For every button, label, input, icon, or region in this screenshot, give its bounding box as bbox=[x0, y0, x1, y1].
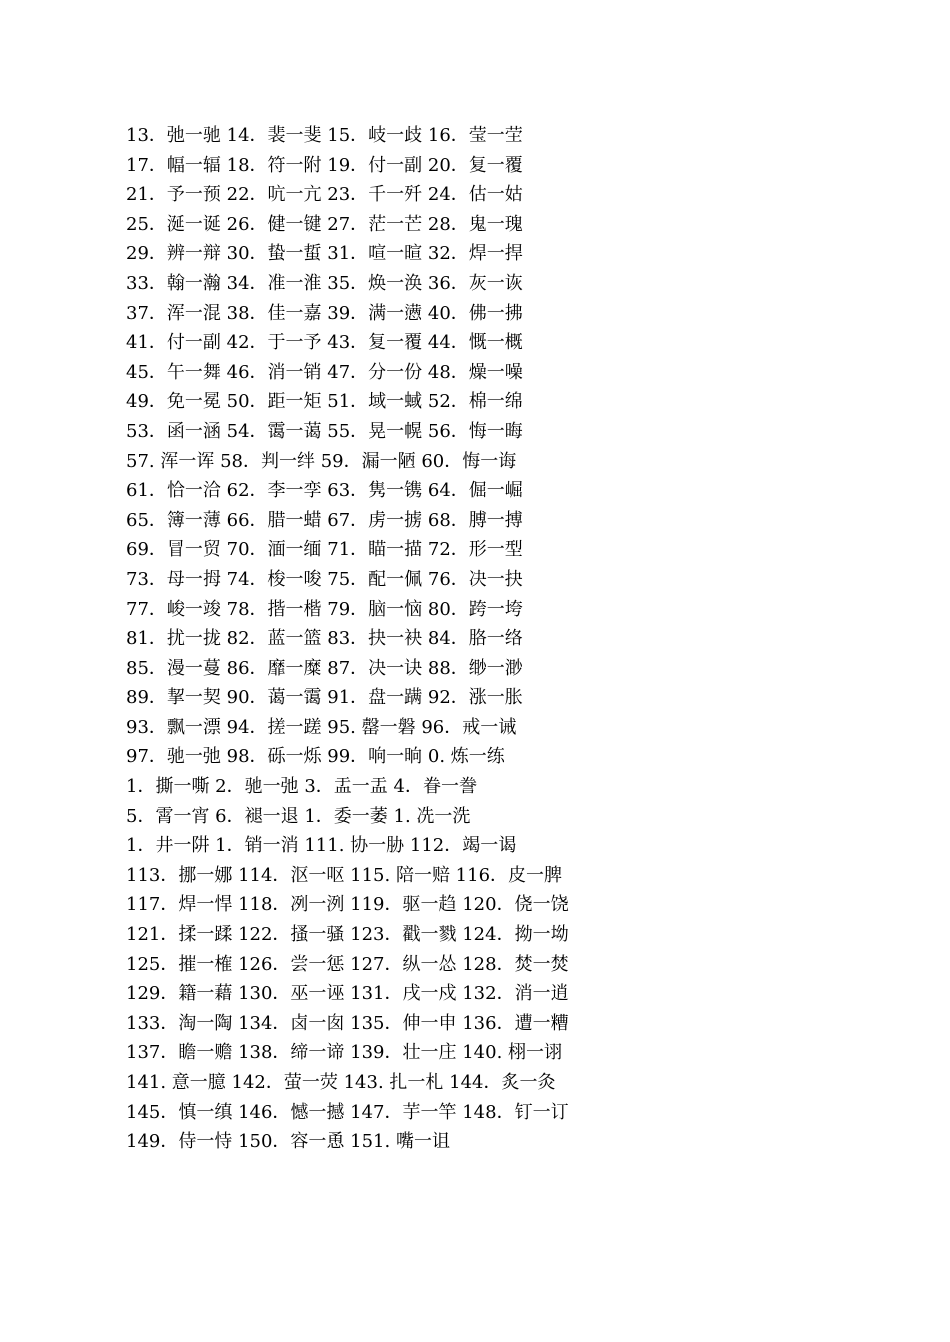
text-line: 53．函一涵 54．霭一蔼 55．晃一幌 56．悔一晦 bbox=[126, 420, 523, 442]
text-line: 25．涎一诞 26．健一键 27．茫一芒 28．鬼一瑰 bbox=[126, 213, 523, 235]
text-line: 141. 意一臆 142．萤一荧 143. 扎一札 144．炙一灸 bbox=[126, 1072, 556, 1093]
text-line: 129．籍一藉 130．巫一诬 131．戌一戍 132．消一逍 bbox=[126, 983, 569, 1005]
text-line: 45．午一舞 46．消一销 47．分一份 48．燥一噪 bbox=[126, 361, 523, 383]
text-line: 65．簿一薄 66．腊一蜡 67．虏一掳 68．膊一搏 bbox=[126, 509, 523, 531]
text-line: 149．侍一恃 150．容一恿 151. 嘴一诅 bbox=[126, 1131, 450, 1153]
text-line: 121．揉一蹂 122．搔一骚 123．戳一戮 124．拗一坳 bbox=[126, 924, 569, 946]
text-line: 145．慎一缜 146．憾一撼 147．芋一竿 148．钉一订 bbox=[126, 1101, 569, 1123]
text-line: 93．飘一漂 94．搓一蹉 95. 罄一磐 96．戒一诫 bbox=[126, 716, 517, 738]
text-line: 69．冒一贸 70．湎一缅 71．瞄一描 72．形一型 bbox=[126, 539, 523, 561]
text-line: 137．瞻一赡 138．缔一谛 139．壮一庄 140. 栩一诩 bbox=[126, 1042, 563, 1064]
text-line: 29．辨一辩 30．蛰一蜇 31．喧一暄 32．焊一捍 bbox=[126, 243, 523, 265]
text-line: 97．驰一弛 98．砾一烁 99．响一晌 0. 炼一练 bbox=[126, 746, 505, 768]
text-line: 113．挪一娜 114．沤一呕 115. 陪一赔 116．皮一脾 bbox=[126, 864, 563, 886]
text-line: 77．峻一竣 78．揩一楷 79．脑一恼 80．跨一垮 bbox=[126, 598, 523, 620]
text-line: 13．弛一驰 14．裴一斐 15．岐一歧 16．莹一茔 bbox=[126, 125, 523, 146]
text-line: 133．淘一陶 134．卤一囱 135．伸一申 136．遭一糟 bbox=[126, 1012, 569, 1034]
text-line: 21．予一预 22．吭一亢 23．千一歼 24．估一姑 bbox=[126, 184, 523, 206]
text-line: 33．翰一瀚 34．准一淮 35．焕一涣 36．灰一诙 bbox=[126, 272, 523, 294]
text-line: 17．幅一辐 18．符一附 19．付一副 20．复一覆 bbox=[126, 154, 523, 176]
text-line: 5．霄一宵 6．褪一退 1．委一萎 1. 冼一洗 bbox=[126, 805, 471, 827]
text-line: 1．撕一嘶 2．驰一弛 3．盂一盂 4．眷一誊 bbox=[126, 776, 477, 798]
text-line: 85．漫一蔓 86．靡一糜 87．决一诀 88．缈一渺 bbox=[126, 657, 523, 679]
text-line: 41．付一副 42．于一予 43．复一覆 44．慨一概 bbox=[126, 332, 523, 354]
text-line: 73．母一拇 74．梭一唆 75．配一佩 76．决一抉 bbox=[126, 568, 523, 590]
text-line: 1．井一阱 1．销一消 111. 协一胁 112．竭一谒 bbox=[126, 835, 517, 857]
text-line: 57. 浑一诨 58．判一绊 59．漏一陋 60．悔一诲 bbox=[126, 450, 517, 472]
text-line: 89．挈一契 90．蔼一霭 91．盘一蹒 92．涨一胀 bbox=[126, 687, 523, 709]
word-pair-list bbox=[126, 121, 826, 1157]
text-line: 125．摧一榷 126．尝一惩 127．纵一怂 128．焚一焚 bbox=[126, 953, 569, 975]
text-line: 49．免一冕 50．距一矩 51．域一蜮 52．棉一绵 bbox=[126, 391, 523, 413]
text-line: 117．焊一悍 118．冽一洌 119．驱一趋 120．侥一饶 bbox=[126, 894, 569, 916]
text-line: 81．扰一拢 82．蓝一篮 83．抉一袂 84．胳一络 bbox=[126, 628, 523, 650]
text-line: 37．浑一混 38．佳一嘉 39．满一懑 40．佛一拂 bbox=[126, 302, 523, 324]
text-line: 61．恰一洽 62．李一孪 63．隽一镌 64．倔一崛 bbox=[126, 480, 523, 502]
